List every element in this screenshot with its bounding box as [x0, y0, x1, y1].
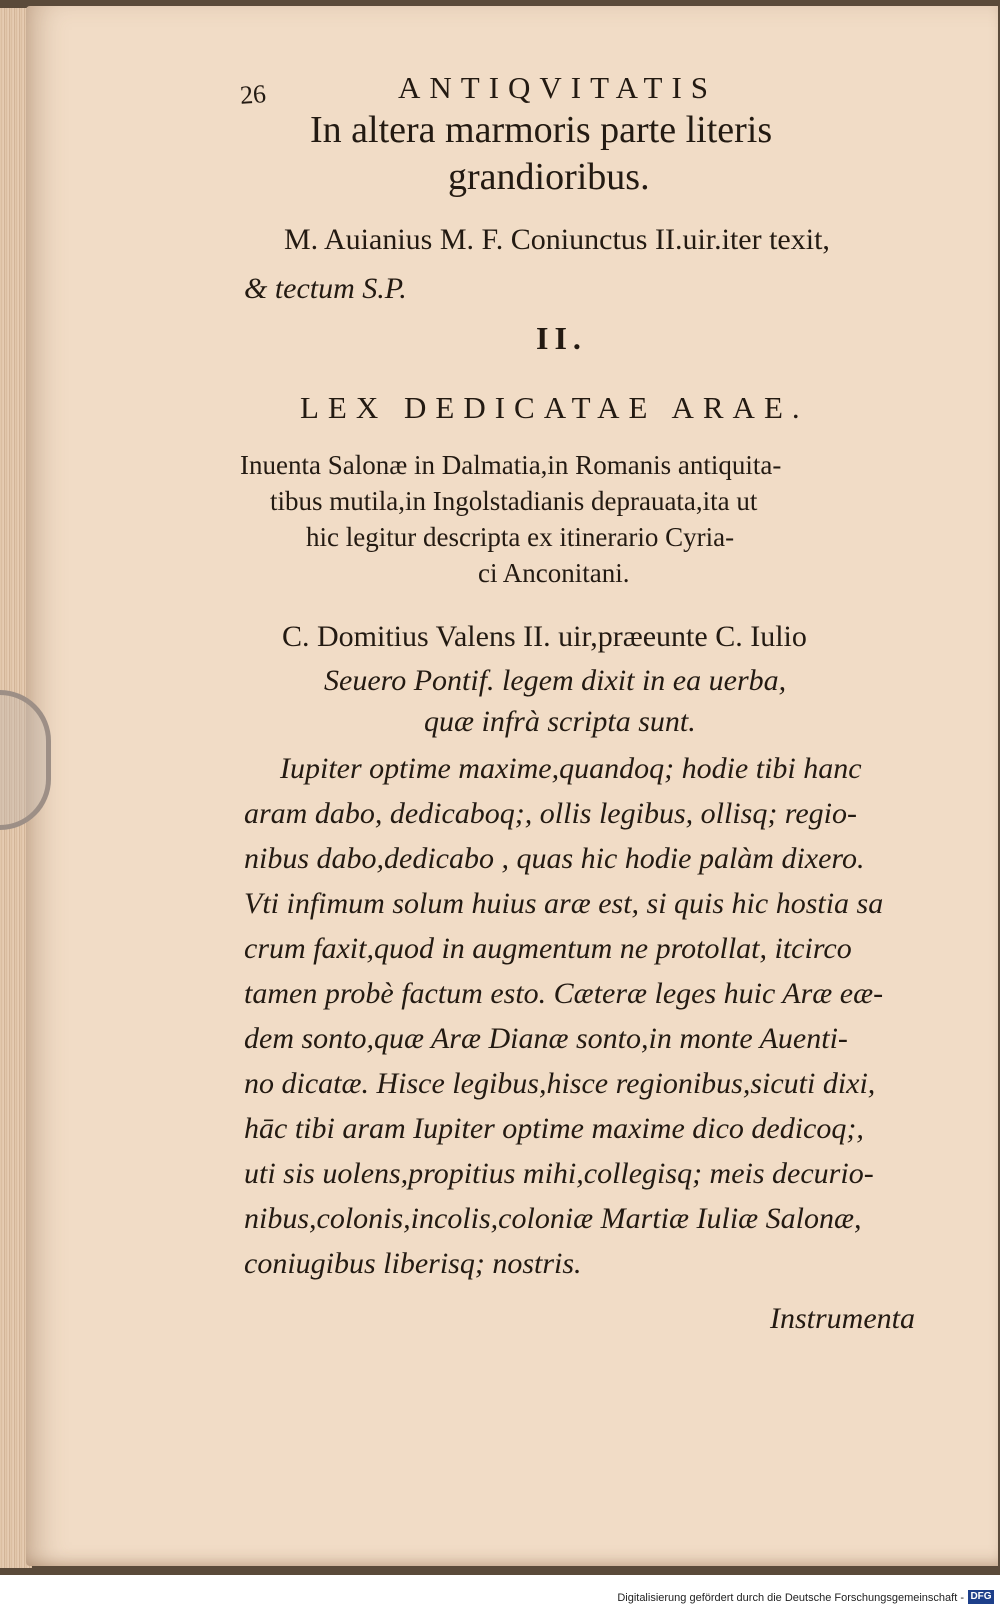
body-line-11: nibus,colonis,incolis,coloniæ Martiæ Iuliæ Salonæ, [244, 1202, 862, 1235]
body-line-3: nibus dabo,dedicabo , quas hic hodie palàm dixero. [244, 842, 865, 875]
dfg-logo: DFG [968, 1590, 994, 1604]
page-number: 26 [238, 79, 267, 110]
section-title: LEX DEDICATAE ARAE. [300, 390, 809, 425]
intro-line-2: tibus mutila,in Ingolstadianis deprauata,ita ut [270, 486, 758, 516]
digitization-credit: Digitalisierung gefördert durch die Deutsche Forschungsgemeinschaft - [617, 1592, 964, 1604]
body-line-5: crum faxit,quod in augmentum ne protollat, itcirco [244, 932, 852, 965]
body-line-2: aram dabo, dedicaboq;, ollis legibus, ollisq; regio- [244, 797, 858, 830]
intro-line-1: Inuenta Salonæ in Dalmatia,in Romanis antiquita- [240, 450, 782, 480]
body-line-10: uti sis uolens,propitius mihi,collegisq; meis decurio- [244, 1157, 874, 1190]
running-title: ANTIQVITATIS [398, 70, 718, 105]
formula-line-3: quæ infrà scripta sunt. [424, 705, 696, 738]
inscription-line1: M. Auianius M. F. Coniunctus II.uir.iter texit, [284, 223, 830, 256]
body-line-1: Iupiter optime maxime,quandoq; hodie tibi hanc [280, 752, 862, 785]
catchword: Instrumenta [770, 1302, 915, 1335]
formula-line-1: C. Domitius Valens II. uir,præeunte C. Iulio [282, 620, 807, 653]
body-line-6: tamen probè factum esto. Cæteræ leges huic Aræ eæ- [244, 977, 884, 1010]
body-line-12: coniugibus liberisq; nostris. [244, 1247, 582, 1280]
body-line-9: hāc tibi aram Iupiter optime maxime dico dedicoq;, [244, 1112, 864, 1145]
body-line-7: dem sonto,quæ Aræ Dianæ sonto,in monte Auenti- [244, 1022, 848, 1055]
intro-line-4: ci Anconitani. [478, 558, 630, 588]
inscription-line2: & tectum S.P. [244, 272, 407, 305]
intro-line-3: hic legitur descripta ex itinerario Cyria- [306, 522, 735, 552]
section-heading-line2: grandioribus. [448, 156, 650, 198]
formula-line-2: Seuero Pontif. legem dixit in ea uerba, [324, 664, 787, 697]
body-line-4: Vti infimum solum huius aræ est, si quis hic hostia sa [244, 887, 884, 920]
section-heading-line1: In altera marmoris parte literis [310, 109, 773, 151]
body-line-8: no dicatæ. Hisce legibus,hisce regionibus,sicuti dixi, [244, 1067, 876, 1100]
section-number: II. [536, 320, 587, 356]
